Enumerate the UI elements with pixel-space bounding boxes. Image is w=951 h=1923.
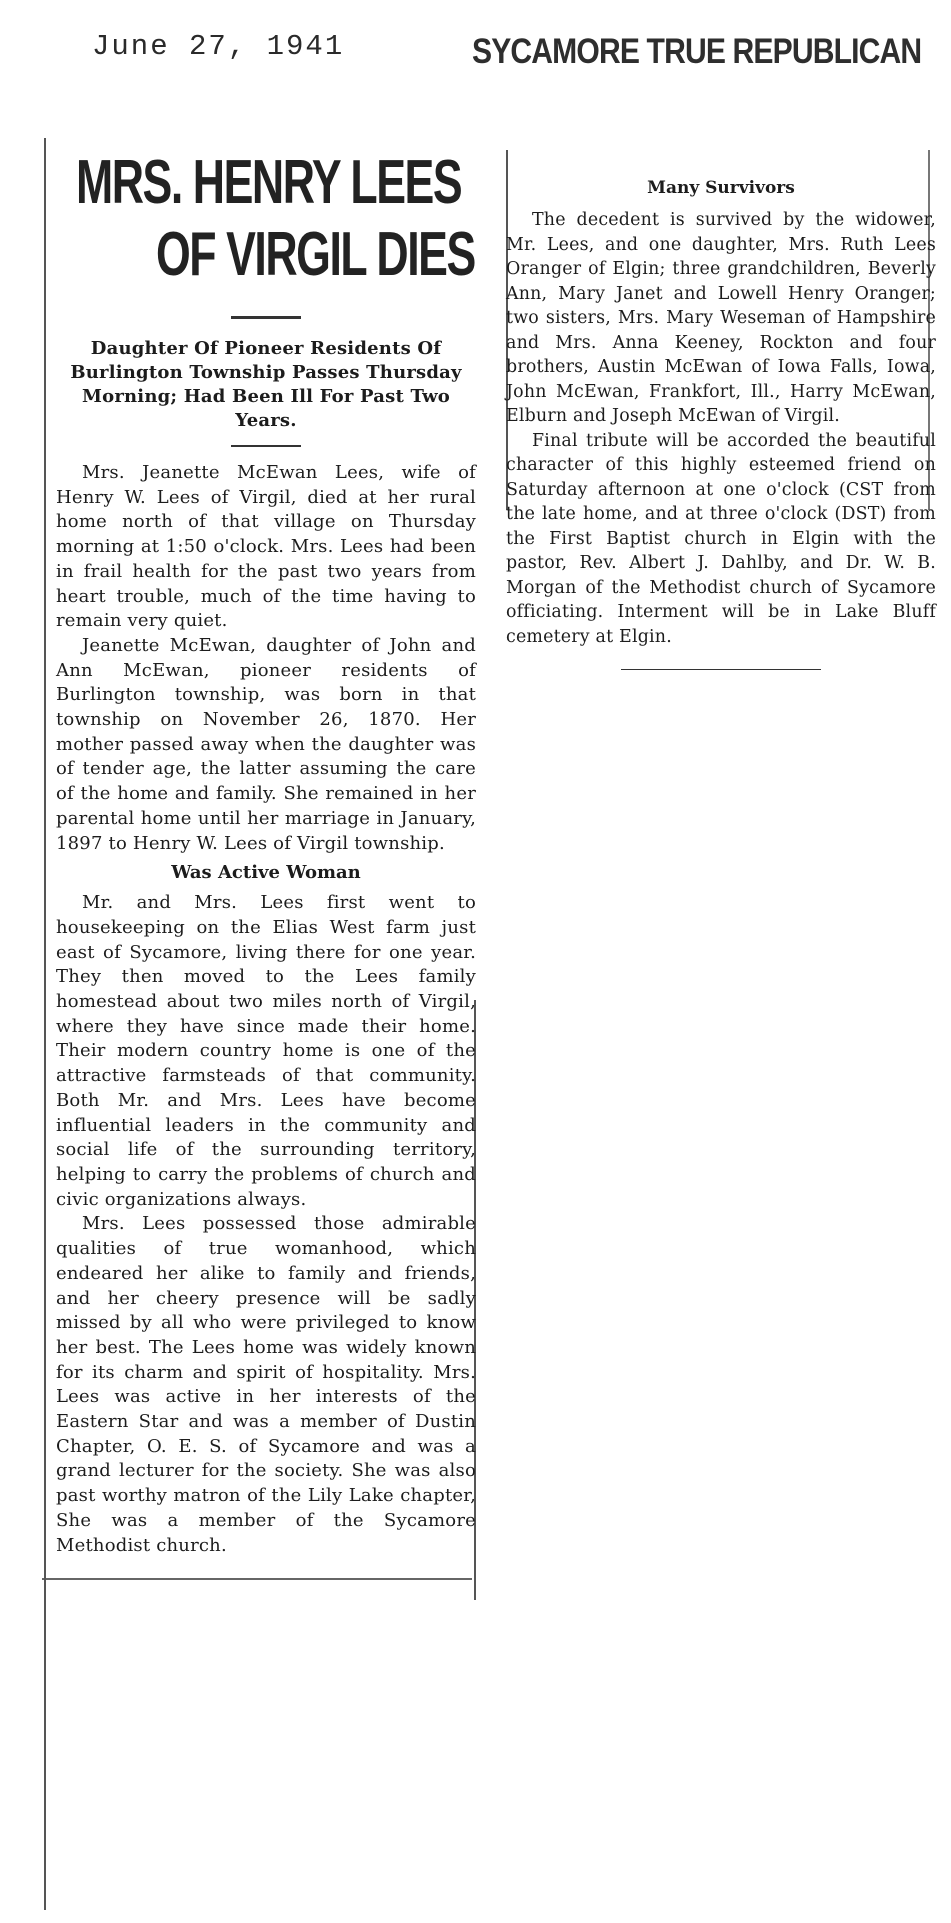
headline-line-1: MRS. HENRY LEES	[76, 148, 462, 217]
subhead-active-woman: Was Active Woman	[171, 862, 361, 884]
article-paragraph: Mrs. Lees possessed those admirable qualities of true womanhood, which endeared her alike to family and friends, and her cheery presence will be sadly missed by all who were privileged to know her best. The Lees home was widely known for its charm and spirit of hospitality. Mrs. Lees was active in her interests of the Eastern Star and was a member of Dustin Chapter, O. E. S. of Sycamore and was a grand lecturer for the society. She was also past worthy matron of the Lily Lake chapter, She was a member of the Sycamore Methodist church.	[56, 1213, 476, 1556]
headline-line-2: OF VIRGIL DIES	[156, 220, 475, 289]
article-paragraph: Final tribute will be accorded the beautiful character of this highly esteemed friend on Saturday afternoon at one o'clock (CST from the late home, and at three o'clock (DST) from the First Baptist church in Elgin with the pastor, Rev. Albert J. Dahlby, and Dr. W. B. Morgan of the Methodist church of Sycamore officiating. Interment will be in Lake Bluff cemetery at Elgin.	[506, 430, 936, 647]
article-paragraph: Mr. and Mrs. Lees first went to housekeeping on the Elias West farm just east of Sycamore, living there for one year. They then moved to the Lees family homestead about two miles north of Virgil, where they have since made their home. Their modern country home is one of the attractive farmsteads of that community. Both Mr. and Mrs. Lees have become influential leaders in the community and social life of the surrounding territory, helping to carry the problems of church and civic organizations always.	[56, 892, 476, 1210]
newspaper-name: SYCAMORE TRUE REPUBLICAN	[472, 32, 922, 71]
headline-rule	[231, 316, 301, 319]
publication-date: June 27, 1941	[92, 30, 345, 63]
article-paragraph: Jeanette McEwan, daughter of John and Ann McEwan, pioneer residents of Burlington township, was born in that township on November 26, 1870. Her mother passed away when the daughter was of tender age, the latter assuming the care of the home and family. She remained in her parental home until her marriage in January, 1897 to Henry W. Lees of Virgil township.	[56, 634, 476, 854]
article-column-left	[44, 138, 476, 1910]
article-paragraph: Mrs. Jeanette McEwan Lees, wife of Henry W. Lees of Virgil, died at her rural home north of that village on Thursday morning at 1:50 o'clock. Mrs. Lees had been in frail health for the past two years from heart trouble, much of the time having to remain very quiet.	[56, 462, 476, 632]
subhead-many-survivors: Many Survivors	[647, 178, 795, 198]
article-end-rule	[621, 669, 821, 670]
article-paragraph: The decedent is survived by the widower, Mr. Lees, and one daughter, Mrs. Ruth Lees Oranger of Elgin; three grandchildren, Beverly Ann, Mary Janet and Lowell Henry Oranger; two sisters, Mrs. Mary Weseman of Hampshire and Mrs. Anna Keeney, Rockton and four brothers, Austin McEwan of Iowa Falls, Iowa, John McEwan, Frankfort, Ill., Harry McEwan, Elburn and Joseph McEwan of Virgil.	[506, 210, 936, 426]
article-deck: Daughter Of Pioneer Residents Of Burlington Township Passes Thursday Morning; Had Been Ill For Past Two Years.	[70, 338, 462, 431]
deck-rule	[231, 445, 301, 447]
article-column-right	[506, 160, 936, 670]
